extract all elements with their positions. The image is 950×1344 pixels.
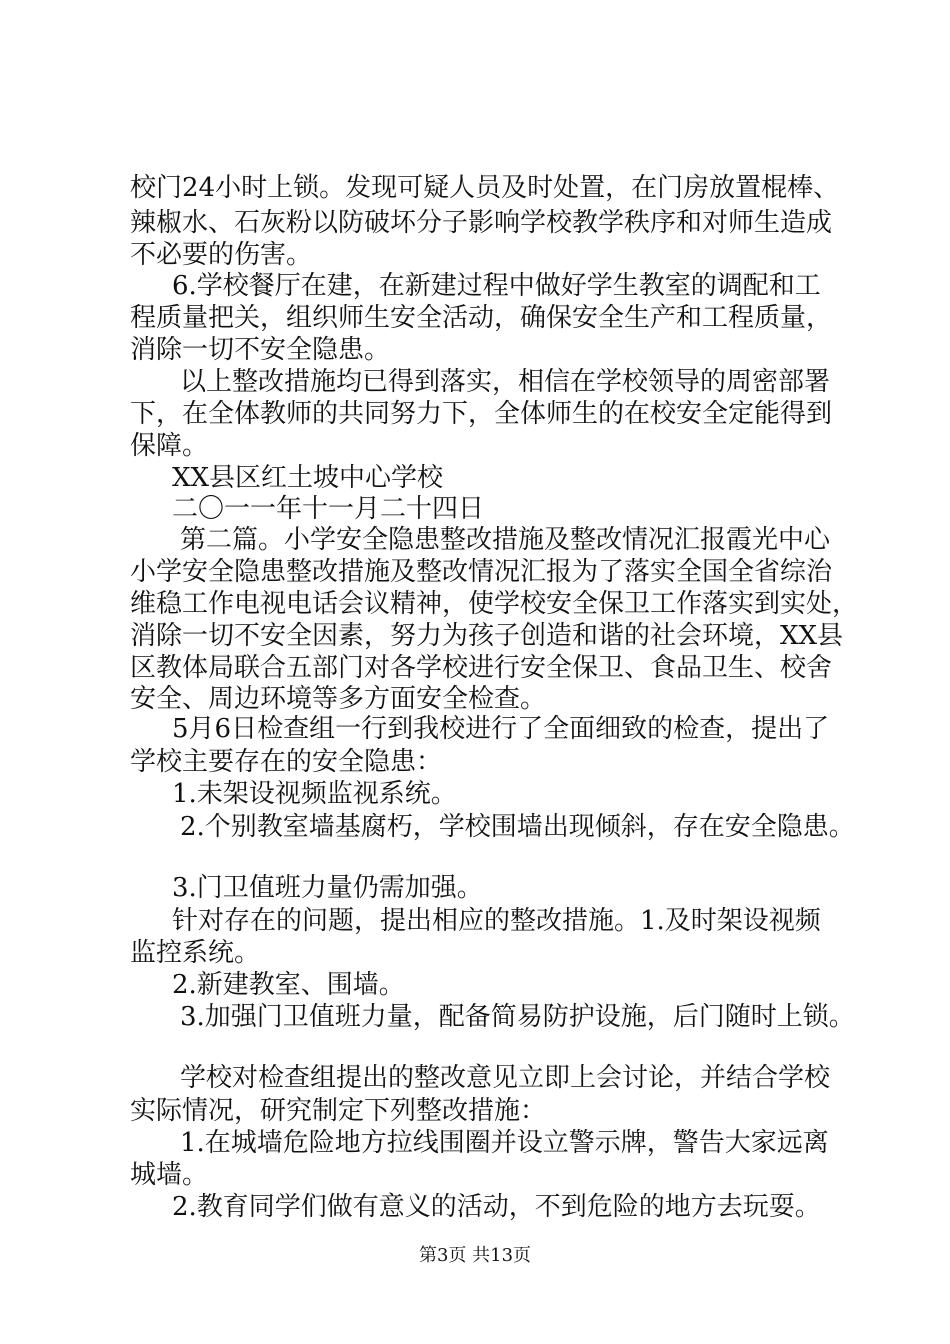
signature-date: 二〇一一年十一月二十四日 <box>172 494 485 524</box>
body-line: 维稳工作电视电话会议精神，使学校安全保卫工作落实到实处， <box>130 589 859 619</box>
body-line: 小学安全隐患整改措施及整改情况汇报为了落实全国全省综治 <box>130 557 833 587</box>
body-line: 针对存在的问题，提出相应的整改措施。1.及时架设视频 <box>172 906 821 936</box>
body-line: 不必要的伤害。 <box>130 240 313 270</box>
list-item: 2.个别教室墙基腐朽，学校围墙出现倾斜，存在安全隐患。 <box>180 812 855 842</box>
body-line: 辣椒水、石灰粉以防破坏分子影响学校教学秩序和对师生造成 <box>130 208 833 238</box>
body-line: 下，在全体教师的共同努力下，全体师生的在校安全定能得到 <box>130 399 833 429</box>
signature-school: XX县区红土坡中心学校 <box>172 463 444 493</box>
body-line: 校门24小时上锁。发现可疑人员及时处置，在门房放置棍棒、 <box>130 173 840 203</box>
body-line: 保障。 <box>130 431 209 461</box>
body-line: 城墙。 <box>130 1160 209 1190</box>
body-line: 区教体局联合五部门对各学校进行安全保卫、食品卫生、校舍 <box>130 653 833 683</box>
body-line: 监控系统。 <box>130 938 261 968</box>
body-line: 以上整改措施均已得到落实，相信在学校领导的周密部署 <box>180 367 831 397</box>
list-item: 3.加强门卫值班力量，配备简易防护设施，后门随时上锁。 <box>180 1002 855 1032</box>
page-number-footer: 第3页 共13页 <box>418 1245 532 1266</box>
list-item: 2.新建教室、围墙。 <box>172 970 405 1000</box>
list-item: 3.门卫值班力量仍需加强。 <box>172 873 483 903</box>
section-heading: 第二篇。小学安全隐患整改措施及整改情况汇报霞光中心 <box>180 525 831 555</box>
list-item: 2.教育同学们做有意义的活动，不到危险的地方去玩耍。 <box>172 1192 821 1222</box>
body-line: 消除一切不安全隐患。 <box>130 335 391 365</box>
list-item: 1.在城墙危险地方拉线围圈并设立警示牌，警告大家远离 <box>180 1128 829 1158</box>
body-line: 学校对检查组提出的整改意见立即上会讨论，并结合学校 <box>180 1063 831 1093</box>
body-line: 程质量把关，组织师生安全活动，确保安全生产和工程质量， <box>130 303 833 333</box>
body-line: 5月6日检查组一行到我校进行了全面细致的检查，提出了 <box>172 714 830 744</box>
body-line: 6.学校餐厅在建，在新建过程中做好学生教室的调配和工 <box>172 271 821 301</box>
body-line: 消除一切不安全因素，努力为孩子创造和谐的社会环境，XX县 <box>130 621 844 651</box>
body-line: 学校主要存在的安全隐患： <box>130 747 443 777</box>
list-item: 1.未架设视频监视系统。 <box>172 779 457 809</box>
body-line: 实际情况，研究制定下列整改措施： <box>130 1096 547 1126</box>
body-line: 安全、周边环境等多方面安全检查。 <box>130 684 547 714</box>
